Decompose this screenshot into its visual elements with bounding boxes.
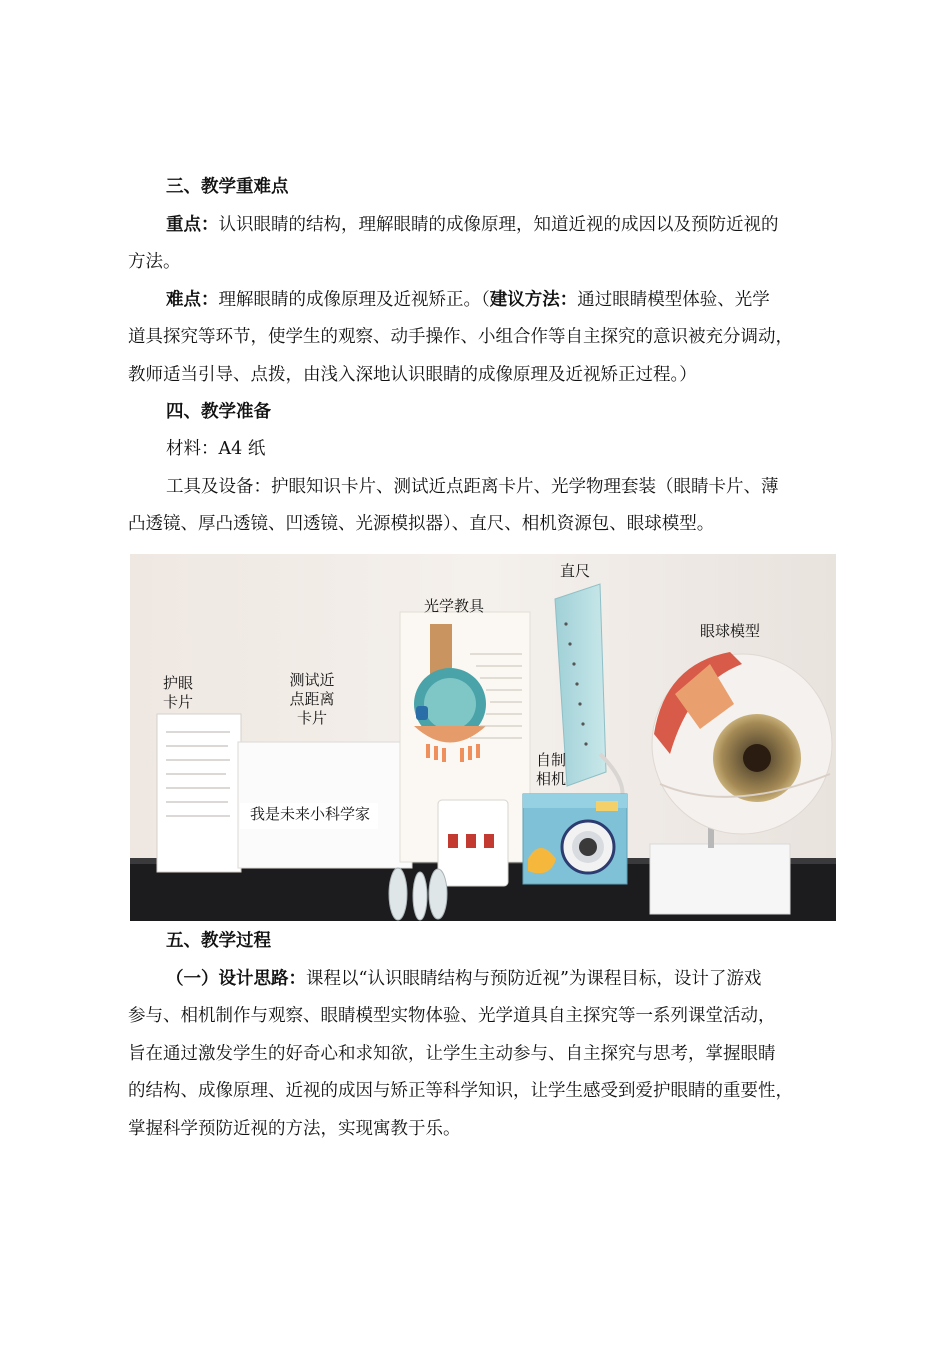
method-label: 建议方法：	[489, 290, 578, 310]
design-idea-line-5: 掌握科学预防近视的方法，实现寓教于乐。	[128, 1119, 461, 1139]
design-idea-line-2: 参与、相机制作与观察、眼睛模型实物体验、光学道具自主探究等一系列课堂活动，	[128, 1006, 776, 1026]
materials-line: 材料：A4 纸	[166, 439, 266, 459]
label-ruler: 直尺	[560, 562, 591, 580]
design-idea-line-4: 的结构、成像原理、近视的成因与矫正等科学知识，让学生感受到爱护眼睛的重要性，	[128, 1081, 793, 1101]
eye-care-card	[157, 714, 241, 872]
difficulty-text: 理解眼睛的成像原理及近视矫正。（	[218, 290, 490, 310]
light-source-object	[438, 800, 508, 886]
label-optics: 光学教具	[424, 597, 485, 615]
label-camera-2: 相机	[536, 770, 567, 788]
label-eye-card-2: 卡片	[163, 693, 194, 711]
tools-line-1: 工具及设备：护眼知识卡片、测试近点距离卡片、光学物理套装（眼睛卡片、薄	[166, 477, 779, 497]
label-test-card-3: 卡片	[296, 709, 327, 727]
lenses-object	[389, 868, 447, 920]
label-test-card-1: 测试近	[289, 671, 335, 689]
key-points-label: 重点：	[166, 215, 219, 235]
label-eye-card-1: 护眼	[163, 674, 194, 692]
label-test-card-2: 点距离	[289, 690, 335, 708]
section-3-heading: 三、教学重难点	[166, 177, 289, 197]
camera-object	[523, 794, 627, 884]
difficulty-line-3: 教师适当引导、点拨，由浅入深地认识眼睛的成像原理及近视矫正过程。）	[128, 365, 697, 385]
tools-line-2: 凸透镜、厚凸透镜、凹透镜、光源模拟器）、直尺、相机资源包、眼球模型。	[128, 514, 715, 534]
method-text: 通过眼睛模型体验、光学	[577, 290, 770, 310]
design-idea-text: 课程以“认识眼睛结构与预防近视”为课程目标，设计了游戏	[306, 969, 762, 989]
label-eyeball: 眼球模型	[700, 622, 761, 640]
key-points-text: 认识眼睛的结构，理解眼睛的成像原理，知道近视的成因以及预防近视的	[218, 215, 779, 235]
card-text: 我是未来小科学家	[249, 805, 370, 823]
section-5-heading: 五、教学过程	[166, 931, 271, 951]
design-idea-paragraph	[166, 967, 761, 991]
design-idea-label: （一）设计思路：	[166, 969, 306, 989]
key-points-paragraph	[166, 213, 779, 237]
label-camera-1: 自制	[536, 751, 567, 769]
difficulty-line-2: 道具探究等环节，使学生的观察、动手操作、小组合作等自主探究的意识被充分调动，	[128, 327, 793, 347]
difficulty-paragraph	[166, 288, 770, 312]
difficulty-label: 难点：	[166, 290, 219, 310]
design-idea-line-3: 旨在通过激发学生的好奇心和求知欲，让学生主动参与、自主探究与思考，掌握眼睛	[128, 1044, 776, 1064]
teaching-materials-photo	[130, 554, 836, 921]
section-4-heading: 四、教学准备	[166, 402, 271, 422]
key-points-text-cont: 方法。	[128, 252, 181, 272]
